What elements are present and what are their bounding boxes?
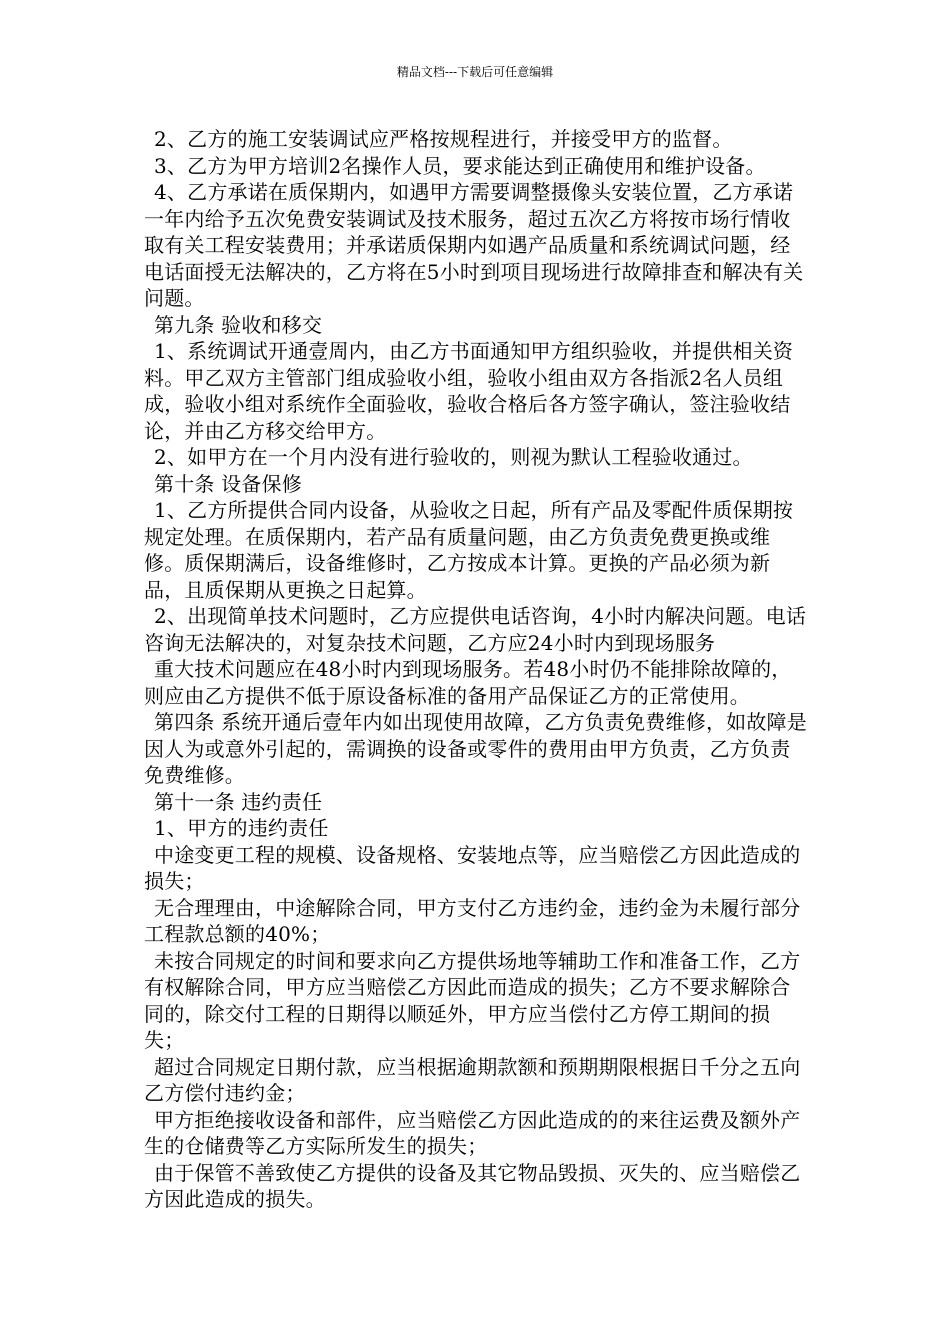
clause-paragraph: 中途变更工程的规模、设备规格、安装地点等，应当赔偿乙方因此造成的损失； — [144, 842, 801, 893]
article-heading: 第十一条 违约责任 — [154, 789, 323, 814]
article-paragraph: 第四条 系统开通后壹年内如出现使用故障，乙方负责免费维修，如故障是因人为或意外引起的，需调换的设备或零件的费用由甲方负责，乙方负责免费维修。 — [144, 710, 807, 787]
clause-paragraph: 4、乙方承诺在质保期内，如遇甲方需要调整摄像头安装位置，乙方承诺一年内给予五次免费安装调试及技术服务，超过五次乙方将按市场行情收取有关工程安装费用；并承诺质保期内如遇产品质量和系统调试问题，经电话面授无法解决的，乙方将在5小时到项目现场进行故障排查和解决有关问题。 — [144, 180, 804, 310]
page-header: 精品文档---下载后可任意编辑 — [396, 65, 554, 79]
clause-paragraph: 重大技术问题应在48小时内到现场服务。若48小时仍不能排除故障的，则应由乙方提供不低于原设备标准的备用产品保证乙方的正常使用。 — [144, 657, 792, 708]
article-heading: 第九条 验收和移交 — [154, 312, 323, 337]
clause-paragraph: 1、系统调试开通壹周内，由乙方书面通知甲方组织验收，并提供相关资料。甲乙双方主管部门组成验收小组，验收小组由双方各指派2名人员组成，验收小组对系统作全面验收，验收合格后各方签字确认，签注验收结论，并由乙方移交给甲方。 — [144, 339, 794, 443]
clause-paragraph: 2、乙方的施工安装调试应严格按规程进行，并接受甲方的监督。 — [154, 127, 733, 151]
clause-paragraph: 2、出现简单技术问题时，乙方应提供电话咨询，4小时内解决问题。电话咨询无法解决的，对复杂技术问题，乙方应24小时内到现场服务 — [144, 604, 807, 655]
document-body — [144, 126, 810, 1213]
clause-subheading: 1、甲方的违约责任 — [154, 816, 329, 840]
clause-paragraph: 未按合同规定的时间和要求向乙方提供场地等辅助工作和准备工作，乙方有权解除合同，甲方应当赔偿乙方因此而造成的损失；乙方不要求解除合同的，除交付工程的日期得以顺延外，甲方应当偿付乙方停工期间的损失； — [144, 948, 801, 1052]
clause-paragraph: 由于保管不善致使乙方提供的设备及其它物品毁损、灭失的、应当赔偿乙方因此造成的损失。 — [144, 1160, 801, 1211]
article-heading: 第十条 设备保修 — [154, 471, 302, 496]
clause-paragraph: 超过合同规定日期付款，应当根据逾期款额和预期期限根据日千分之五向乙方偿付违约金； — [144, 1054, 801, 1105]
clause-paragraph: 2、如甲方在一个月内没有进行验收的，则视为默认工程验收通过。 — [154, 445, 753, 469]
clause-paragraph: 甲方拒绝接收设备和部件，应当赔偿乙方因此造成的的来往运费及额外产生的仓储费等乙方实际所发生的损失； — [144, 1107, 801, 1158]
clause-paragraph: 1、乙方所提供合同内设备，从验收之日起，所有产品及零配件质保期按规定处理。在质保期内，若产品有质量问题，由乙方负责免费更换或维修。质保期满后，设备维修时，乙方按成本计算。更换的产品必须为新品，且质保期从更换之日起算。 — [144, 498, 794, 602]
clause-paragraph: 无合理理由，中途解除合同，甲方支付乙方违约金，违约金为未履行部分工程款总额的40%； — [144, 895, 801, 946]
clause-paragraph: 3、乙方为甲方培训2名操作人员，要求能达到正确使用和维护设备。 — [154, 153, 766, 178]
